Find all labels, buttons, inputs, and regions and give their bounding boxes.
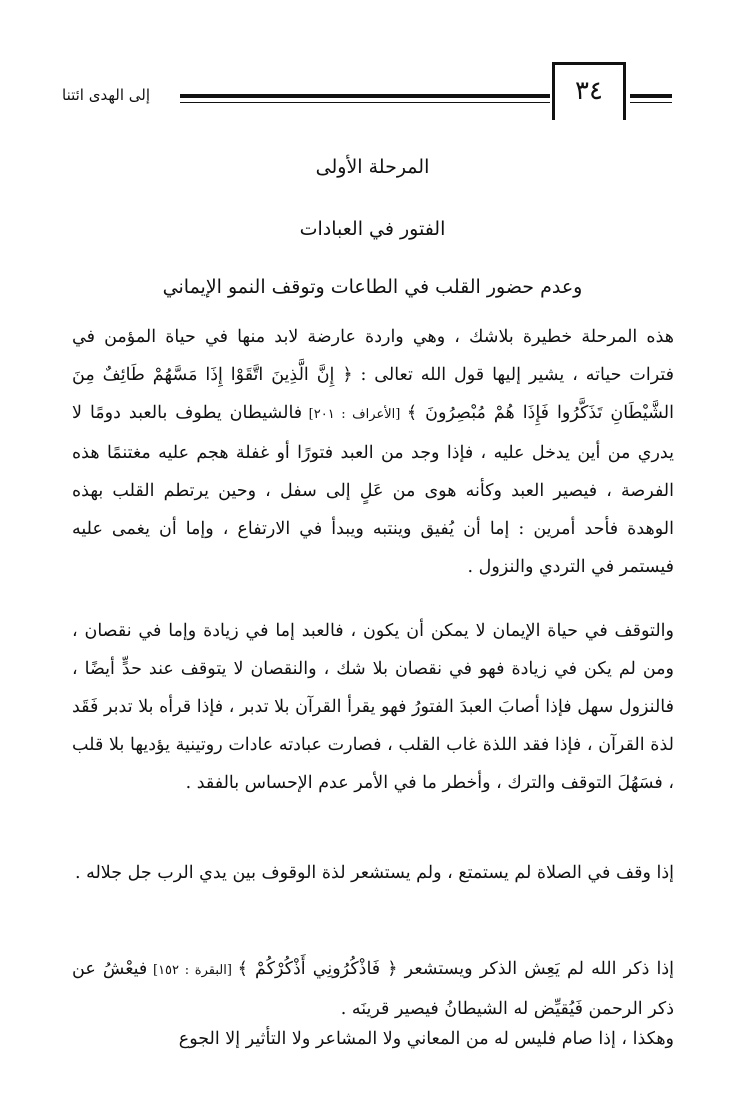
header-rule-right bbox=[630, 94, 672, 98]
verse-reference: [الأعراف : ٢٠١] bbox=[302, 407, 407, 422]
header-rule bbox=[180, 94, 550, 98]
page-header bbox=[62, 62, 672, 112]
page-number: ٣٤ bbox=[552, 62, 626, 120]
paragraph: والتوقف في حياة الإيمان لا يمكن أن يكون ، فالعبد إما في زيادة وإما في نقصان ، ومن لم يكن في زيادة فهو في نقصان بلا شك ، والنقصان لا يتوقف عند حدٍّ أيضًا ، فالنزول سهل فإذا أصابَ العبدَ الفتورُ فهو يقرأ القرآن بلا تدبر ، فإذا قرأه بلا تدبر فَقَد لذة القرآن ، فإذا فقد اللذة غاب القلب ، فصارت عبادته عادات روتينية يؤديها بلا قلب ، فسَهُلَ التوقف والترك ، وأخطر ما في الأمر عدم الإحساس بالفقد . bbox=[72, 621, 674, 793]
paragraph: إذا وقف في الصلاة لم يستمتع ، ولم يستشعر لذة الوقوف بين يدي الرب جل جلاله . bbox=[74, 863, 674, 883]
paragraph: وهكذا ، إذا صام فليس له من المعاني ولا المشاعر ولا التأثير إلا الجوع bbox=[178, 1029, 674, 1049]
header-rule-thin bbox=[180, 102, 550, 103]
paragraph bbox=[72, 950, 674, 1028]
stage-heading: المرحلة الأولى bbox=[315, 156, 430, 178]
quran-verse: ﴿ فَاذْكُرُونِي أَذْكُرْكُمْ ﴾ bbox=[237, 959, 398, 979]
paragraph-text: إذا ذكر الله لم يَعِش الذكر ويستشعر bbox=[397, 959, 675, 979]
paragraph-text: فالشيطان يطوف بالعبد دومًا لا يدري من أين يدخل عليه ، فإذا وجد من العبد فتورًا أو غفلة هجم عليه مغتنمًا هذه الفرصة ، فيصير العبد وكأنه هوى من عَلٍ إلى سفل ، وحين يرتطم القلب بهذه الوهدة فأحد أمرين : إما أن يُفيق وينتبه ويبدأ في الارتفاع ، وإما أن يغمى عليه فيستمر في التردي والنزول . bbox=[72, 403, 674, 577]
running-title: إلى الهدى ائتنا bbox=[62, 86, 151, 104]
section-title: الفتور في العبادات bbox=[299, 218, 446, 240]
section-subtitle: وعدم حضور القلب في الطاعات وتوقف النمو الإيماني bbox=[162, 276, 583, 298]
paragraph-text: فيعْشُ عن ذكر الرحمن فَيُقيِّض له الشيطانُ فيصير قرينَه . bbox=[72, 959, 674, 1019]
quran-verse: ﴿ إِنَّ الَّذِينَ اتَّقَوْا إِذَا مَسَّهُمْ طَائِفٌ مِنَ الشَّيْطَانِ تَذَكَّرُوا فَإِذَا هُمْ مُبْصِرُونَ ﴾ bbox=[72, 365, 674, 423]
header-rule-right-thin bbox=[630, 102, 672, 103]
verse-reference: [البقرة : ١٥٢] bbox=[147, 963, 238, 978]
paragraph bbox=[72, 318, 674, 586]
paragraph-text: هذه المرحلة خطيرة بلاشك ، وهي واردة عارضة لابد منها في حياة المؤمن في فترات حياته ، يشير إليها قول الله تعالى : bbox=[72, 327, 675, 385]
